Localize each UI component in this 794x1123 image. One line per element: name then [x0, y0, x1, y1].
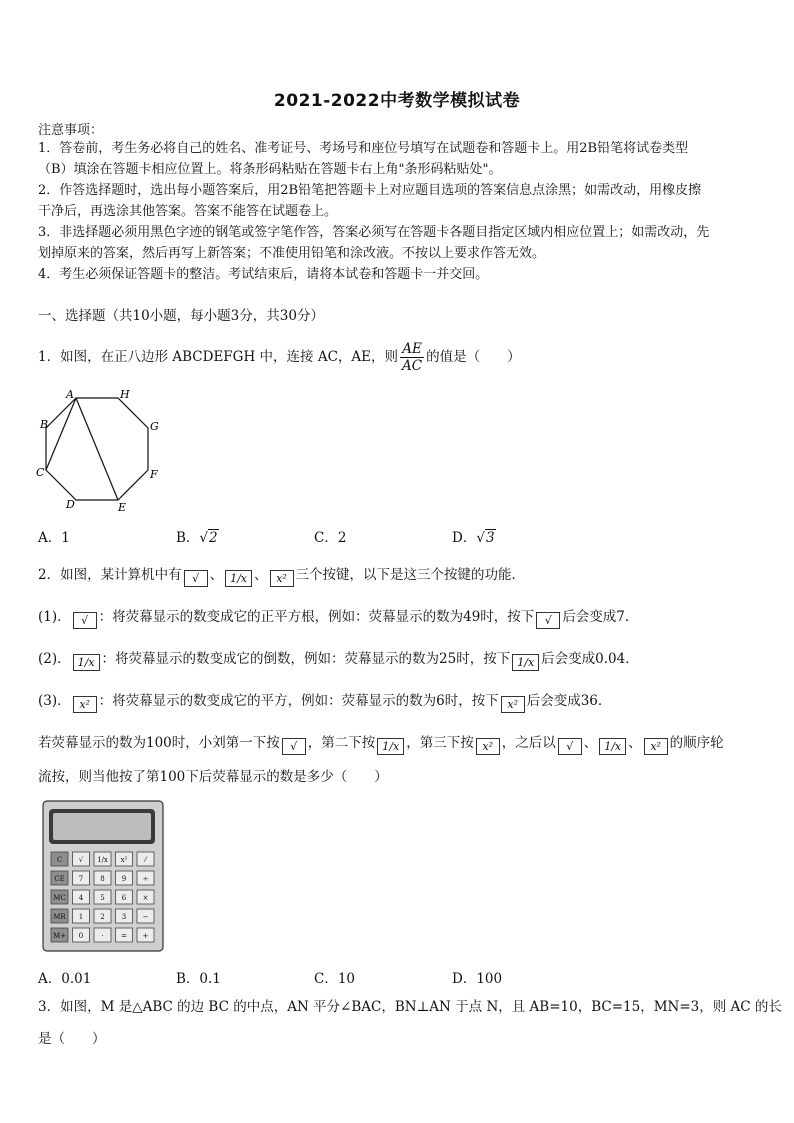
vertex-label-e: E [118, 501, 127, 514]
sqrt-two: √2 [199, 530, 218, 546]
vertex-label-h: H [120, 388, 130, 401]
q2-sequence-line: 若荧幕显示的数为100时，小刘第一下按 √ ，第二下按 1/x ，第三下按 x² ，之后以 √ 、 1/x 、 x² 的顺序轮 [38, 735, 724, 753]
square-key: x² [476, 738, 500, 755]
square-key: x² [73, 696, 97, 713]
q2-option-c: C．10 [314, 971, 356, 987]
vertex-label-a: A [66, 388, 74, 401]
reciprocal-key: 1/x [73, 654, 100, 671]
calculator-key-label: 7 [78, 875, 84, 883]
calculator-key-label: C [56, 856, 63, 864]
calculator-key-label: × [142, 894, 149, 902]
q1-fraction [400, 341, 424, 374]
q2-option-b: B．0.1 [176, 971, 221, 987]
q1-option-a: A．1 [38, 530, 70, 546]
calculator-display [53, 813, 151, 840]
calculator-key-label: 0 [78, 932, 84, 940]
notice-heading: 注意事项： [38, 123, 104, 138]
question-1-stem [38, 340, 521, 374]
vertex-label-d: D [66, 498, 75, 511]
sqrt-key: √ [282, 738, 306, 755]
q2-function-3: (3)． x² ：将荧幕显示的数变成它的平方，例如：荧幕显示的数为6时，按下 x² 后会变成36． [38, 693, 612, 711]
calculator-key-label: √ [78, 856, 84, 864]
q2-question-line: 流按，则当他按了第100下后荧幕显示的数是多少（ ） [38, 769, 388, 785]
notice-line: 2．作答选择题时，选出每小题答案后，用2B铅笔把答题卡上对应题目选项的答案信息点涂黑；如需改动，用橡皮擦 [38, 183, 702, 198]
calculator-key-label: 2 [100, 913, 105, 921]
q1-option-d: D．√3 [452, 530, 495, 546]
calculator-key-label: = [121, 932, 127, 940]
vertex-label-f: F [150, 468, 158, 481]
reciprocal-key: 1/x [599, 738, 626, 755]
notice-line: （B）填涂在答题卡相应位置上。将条形码粘贴在答题卡右上角"条形码粘贴处"。 [38, 162, 502, 177]
q1-option-c: C．2 [314, 530, 347, 546]
vertex-label-b: B [40, 418, 49, 431]
calculator-key-label: 1 [78, 913, 84, 921]
calculator-key-label: CE [54, 875, 65, 883]
square-key: x² [270, 570, 294, 587]
q1-text-after: 的值是（ ） [426, 349, 521, 365]
sqrt-key: √ [536, 612, 560, 629]
calculator-key-label: x² [120, 856, 128, 864]
square-key: x² [644, 738, 668, 755]
q1-fraction-denominator: AC [402, 358, 423, 374]
q2-function-2: (2)． 1/x ：将荧幕显示的数变成它的倒数，例如：荧幕显示的数为25时，按下 1/x 后会变成0.04． [38, 651, 639, 669]
calculator-key-label: + [142, 932, 149, 940]
calculator-key-label: 8 [100, 875, 105, 883]
segment-ae [76, 398, 118, 500]
question-3-stem: 3．如图，M 是△ABC 的边 BC 的中点，AN 平分∠BAC，BN⊥AN 于点 N，且 AB=10，BC=15，MN=3，则 AC 的长 [38, 999, 782, 1015]
calculator-key-label: MC [53, 894, 66, 902]
q2-function-1: (1)． √ ：将荧幕显示的数变成它的正平方根，例如：荧幕显示的数为49时，按下 √ 后会变成7． [38, 609, 639, 627]
vertex-label-c: C [36, 466, 45, 479]
notice-line: 3．非选择题必须用黑色字迹的钢笔或签字笔作答，答案必须写在答题卡各题目指定区域内相应位置上；如需改动，先 [38, 225, 710, 240]
reciprocal-key: 1/x [512, 654, 539, 671]
vertex-label-g: G [150, 420, 159, 433]
reciprocal-key: 1/x [377, 738, 404, 755]
q1-option-b: B．√2 [176, 530, 218, 546]
segment-ac [46, 398, 76, 470]
paper-title: 2021-2022中考数学模拟试卷 [273, 91, 521, 111]
calculator-key-label: 3 [121, 913, 127, 921]
calculator-key-label: 1/x [97, 856, 108, 864]
sqrt-key: √ [558, 738, 582, 755]
notice-line: 4．考生必须保证答题卡的整洁。考试结束后，请将本试卷和答题卡一并交回。 [38, 267, 489, 282]
calculator-key-label: · [101, 932, 104, 940]
sqrt-key: √ [73, 612, 97, 629]
calculator-key-label: 9 [121, 875, 127, 883]
octagon-figure [34, 386, 164, 514]
calculator-key-label: − [142, 913, 149, 921]
square-key: x² [501, 696, 525, 713]
calculator-key-label: ⁄ [144, 856, 147, 864]
sqrt-three: √3 [476, 530, 495, 546]
section-heading: 一、选择题（共10小题，每小题3分，共30分） [38, 308, 324, 324]
calculator-key-label: 6 [121, 894, 127, 902]
calculator-key-label: MR [53, 913, 66, 921]
reciprocal-key: 1/x [225, 570, 252, 587]
q1-text-before: 1．如图，在正八边形 ABCDEFGH 中，连接 AC，AE，则 [38, 349, 398, 365]
sqrt-key: √ [184, 570, 208, 587]
notice-line: 划掉原来的答案，然后再写上新答案；不准使用铅笔和涂改液。不按以上要求作答无效。 [38, 246, 546, 261]
question-3-stem-cont: 是（ ） [38, 1031, 106, 1047]
q1-fraction-numerator: AE [400, 341, 424, 358]
calculator-key-label: 5 [100, 894, 105, 902]
notice-line: 干净后，再选涂其他答案。答案不能答在试题卷上。 [38, 204, 338, 219]
calculator-figure [42, 800, 164, 952]
question-2-stem: 2．如图，某计算机中有 √ 、 1/x 、 x² 三个按键，以下是这三个按键的功能． [38, 567, 526, 585]
calculator-key-label: 4 [78, 894, 84, 902]
q2-option-d: D．100 [452, 971, 503, 987]
calculator-key-label: ÷ [142, 875, 149, 883]
notice-line: 1．答卷前，考生务必将自己的姓名、准考证号、考场号和座位号填写在试题卷和答题卡上。用2B铅笔将试卷类型 [38, 141, 689, 156]
q2-option-a: A．0.01 [38, 971, 92, 987]
calculator-key-label: M+ [52, 932, 67, 940]
